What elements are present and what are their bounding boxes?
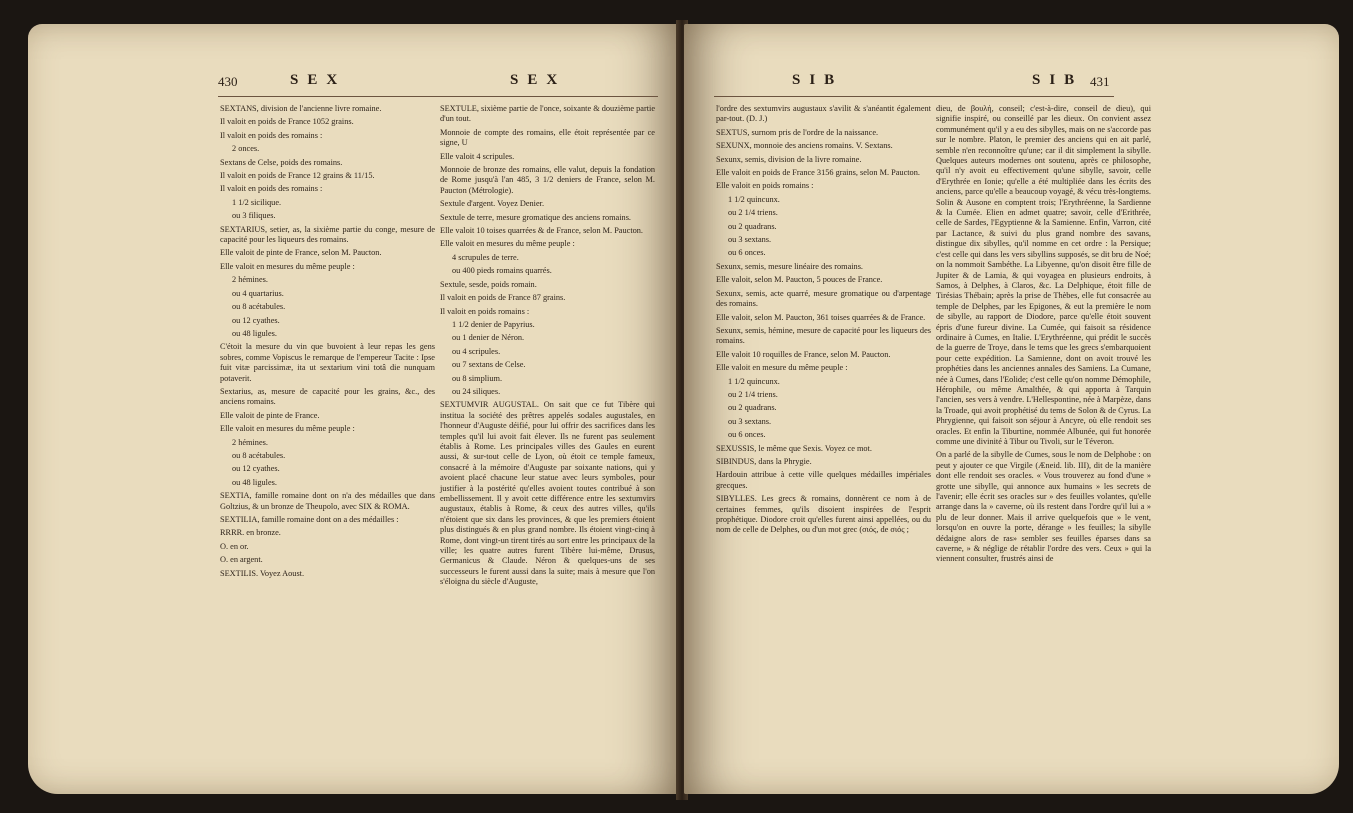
text-line: 2 onces. xyxy=(232,144,260,154)
running-header-left: SIB xyxy=(792,72,844,88)
text-line: SEXTIA, famille romaine dont on n'a des médailles que dans Goltzius, & un bronze de Theupolo, avec SIX & ROMA. xyxy=(220,491,435,511)
text-line: ou 8 acétabules. xyxy=(232,302,286,312)
text-column-2 xyxy=(440,104,655,591)
header-rule xyxy=(714,96,1114,97)
page-number: 430 xyxy=(218,74,238,89)
text-line: Elle valoit, selon M. Paucton, 361 toises quarrées & de France. xyxy=(716,312,926,322)
text-line: ou 3 filiques. xyxy=(232,211,276,221)
text-line: 1 1/2 quincunx. xyxy=(728,194,780,204)
text-line: SEXTILIA, famille romaine dont on a des médailles : xyxy=(220,515,399,524)
text-line: ou 24 siliques. xyxy=(452,386,501,396)
text-column-1 xyxy=(716,104,931,539)
text-line: Elle valoit 4 scripules. xyxy=(440,151,515,161)
text-line: ou 6 onces. xyxy=(728,248,766,258)
right-page xyxy=(684,24,1339,794)
text-line: 2 hémines. xyxy=(232,275,268,285)
text-line: Elle valoit en mesures du même peuple : xyxy=(220,424,355,434)
text-line: 4 scrupules de terre. xyxy=(452,252,519,262)
text-line: Elle valoit de pinte de France, selon M. Paucton. xyxy=(220,248,382,258)
text-line: Hardouin attribue à cette ville quelques médailles impériales grecques. xyxy=(716,470,931,490)
running-header-left: SEX xyxy=(290,72,347,88)
text-line: Sexunx, semis, mesure linéaire des romains. xyxy=(716,261,864,271)
text-line: Sextule de terre, mesure gromatique des anciens romains. xyxy=(440,212,631,222)
running-header-right: SIB xyxy=(1032,72,1084,88)
text-line: ou 2 quadrans. xyxy=(728,221,777,231)
text-line: Elle valoit 10 toises quarrées & de France, selon M. Paucton. xyxy=(440,226,643,236)
text-line: Elle valoit en poids romains : xyxy=(716,181,814,191)
text-line: ou 3 sextans. xyxy=(728,235,772,245)
text-line: ou 2 1/4 triens. xyxy=(728,389,778,399)
text-line: Il valoit en poids de France 87 grains. xyxy=(440,293,566,303)
text-line: Sexunx, semis, division de la livre romaine. xyxy=(716,154,862,164)
text-line: SEXUSSIS, le même que Sexis. Voyez ce mot. xyxy=(716,443,872,453)
text-line: Sexunx, semis, acte quarré, mesure gromatique ou d'arpentage des romains. xyxy=(716,288,931,309)
text-line: Sexunx, semis, hémine, mesure de capacité pour les liqueurs des romains. xyxy=(716,325,931,346)
text-line: SEXTUS, surnom pris de l'ordre de la naissance. xyxy=(716,127,879,137)
text-line: SEXTULE, sixième partie de l'once, soixante & douzième partie d'un tout. xyxy=(440,104,655,124)
text-line: ou 48 ligules. xyxy=(232,328,277,338)
left-page xyxy=(28,24,680,794)
text-line: ou 12 cyathes. xyxy=(232,315,280,325)
text-line: ou 3 sextans. xyxy=(728,416,772,426)
text-line: Elle valoit de pinte de France. xyxy=(220,410,320,420)
text-line: Sextule, sesde, poids romain. xyxy=(440,279,537,289)
text-column-1 xyxy=(220,104,435,582)
text-line: O. en or. xyxy=(220,541,249,551)
text-line: SIBYLLES. Les grecs & romains, donnèrent ce nom à de certaines femmes, qu'ils disoient inspirées de l'esprit prophétique. Diodore croit qu'elles furent ainsi appellées, ou du nom de celle de Delphes, ou d'un mot grec (σιός, de σιός ; xyxy=(716,494,931,535)
text-line: Elle valoit en poids de France 3156 grains, selon M. Paucton. xyxy=(716,168,920,178)
text-line: SIBINDUS, dans la Phrygie. xyxy=(716,456,812,466)
text-line: 2 hémines. xyxy=(232,437,268,447)
text-line: 1 1/2 denier de Papyrius. xyxy=(452,319,535,329)
text-line: Elle valoit 10 roquilles de France, selon M. Paucton. xyxy=(716,349,891,359)
text-line: SEXUNX, monnoie des anciens romains. V. Sextans. xyxy=(716,141,893,151)
text-line: On a parlé de la sibylle de Cumes, sous le nom de Delphobe : on peut y ajouter ce que Virgile (Æneid. lib. III), dit de la manière dont elle rendoit ses oracles. « Vous trouverez au fond d'une » grotte une sibylle, qui annonce aux humains » les secrets de l'avenir; elle écrit ses oracles sur » des feuilles volantes, qu'elle arrange dans la » caverne, où ils restent dans l'ordre qu'il lui a » plu de leur donner. Mais il arrive quelquefois que » le vent, lorsqu'on en ouvre la porte, dérange » les feuilles; la sibylle dédaigne alors de ras» sembler ses feuilles éparses dans sa caverne, » & néglige de rétablir l'ordre des vers. Ceux » qui la viennent consulter, frustrés ainsi de xyxy=(936,450,1151,564)
text-line: Elle valoit en mesures du même peuple : xyxy=(220,261,355,271)
text-line: l'ordre des sextumvirs augustaux s'avilit & s'anéantit également par-tout. (D. J.) xyxy=(716,104,931,124)
text-line: Monnoie de compte des romains, elle étoit représentée par ce signe, U xyxy=(440,127,655,148)
text-line: Elle valoit en mesure du même peuple : xyxy=(716,363,848,373)
header-rule xyxy=(218,96,658,97)
text-line: Sextule d'argent. Voyez Denier. xyxy=(440,199,545,209)
text-column-2 xyxy=(936,104,1151,568)
text-line: ou 4 quartarius. xyxy=(232,288,284,298)
text-line: ou 8 simplium. xyxy=(452,373,503,383)
text-line: ou 2 quadrans. xyxy=(728,403,777,413)
text-line: SEXTANS, division de l'ancienne livre romaine. xyxy=(220,104,382,113)
text-line: ou 400 pieds romains quarrés. xyxy=(452,266,552,276)
text-line: ou 1 denier de Néron. xyxy=(452,333,525,343)
text-line: SEXTARIUS, setier, as, la sixième partie du conge, mesure de capacité pour les liqueurs des romains. xyxy=(220,224,435,245)
text-line: ou 2 1/4 triens. xyxy=(728,208,778,218)
text-line: ou 48 ligules. xyxy=(232,477,277,487)
text-line: ou 6 onces. xyxy=(728,430,766,440)
text-line: Monnoie de bronze des romains, elle valut, depuis la fondation de Rome jusqu'à l'an 485, 3 1/2 deniers de France, selon M. Paucton (Métrologie). xyxy=(440,165,655,195)
text-line: SEXTUMVIR AUGUSTAL. On sait que ce fut Tibère qui institua la société des prêtres appelés sodales augustales, en l'honneur d'Auguste déifié, pour lui offrir des sacrifices dans les temples qu'il lui avoit fait élever. Ils ne furent pas seulement établis à Rome. Les principales villes des Gaules en eurent aussi, & sur-tout celle de Lyon, où étoit ce temple fameux, consacré à la mémoire d'Auguste par soixante nations, qui y avoient placé chacune leur statue avec leurs symboles, pour justifier à la postérité qu'elles avoient toutes contribué à son embellissement. Il y avoit cette différence entre les sextumvirs augustaux, établis à Rome, & ceux des autres villes, qu'ils n'étoient que six dans les provinces, & que les premiers étoient plus distingués & en plus grand nombre. Ils étoient vingt-cinq à Rome, dont vingt-un tirent tirés au sort entre les principaux de la ville; les quatre autres furent Tibère lui-même, Drusus, Germanicus & Claude. Néron & quelques-uns de ses successeurs le furent aussi dans la suite; mais à mesure que l'on s'éloigna du siècle d'Auguste, xyxy=(440,400,655,587)
running-header-right: SEX xyxy=(510,72,567,88)
text-line: Sextans de Celse, poids des romains. xyxy=(220,157,343,167)
text-line: Il valoit en poids de France 12 grains & 11/15. xyxy=(220,171,375,181)
text-line: SEXTILIS. Voyez Aoust. xyxy=(220,568,305,578)
text-line: Elle valoit en mesures du même peuple : xyxy=(440,239,575,249)
text-line: 1 1/2 quincunx. xyxy=(728,376,780,386)
text-line: ou 12 cyathes. xyxy=(232,464,280,474)
text-line: ou 7 sextans de Celse. xyxy=(452,360,526,370)
text-line: C'étoit la mesure du vin que buvoient à leur repas les gens sobres, comme Vopiscus le remarque de l'empereur Tacite : Ipse fuit vitæ parcissimæ, ita ut sextarium vini totâ die nunquam potaverit. xyxy=(220,342,435,383)
text-line: Elle valoit, selon M. Paucton, 5 pouces de France. xyxy=(716,275,883,285)
text-line: Il valoit en poids des romains : xyxy=(220,184,323,194)
text-line: ou 8 acétabules. xyxy=(232,450,286,460)
text-line: ou 4 scripules. xyxy=(452,346,501,356)
text-line: Il valoit en poids des romains : xyxy=(220,130,323,140)
text-line: RRRR. en bronze. xyxy=(220,528,281,538)
text-line: dieu, de βουλή, conseil; c'est-à-dire, conseil de dieu), qui signifie inspiré, ou conseillé par les dieux. On convient assez communément qu'il y a eu des sibylles, mais on ne s'accorde pas sur le nombre. Platon, le premier des anciens qui en ait parlé, semble n'en reconnoître qu'une; car il dit simplement la sibylle. Quelques auteurs modernes ont soutenu, après ce philosophe, qu'il n'y avoit eu effectivement qu'une sibylle, savoir, celle d'Erythrée en Ionie; qu'elle a été multipliée dans les écrits des anciens, parce qu'elle a beaucoup voyagé, & vécu très-longtems. Solin & Ausone en comptent trois; l'Erythréenne, la Sardienne & la Cumée. Elien en admet quatre; savoir, celle d'Erithrée, celle de Sardes, l'Egyptienne & la Samienne. Enfin, Varron, cité par Lactance, & suivi du plus grand nombre des savans, distingue dix sibylles, qu'il nomme en cet ordre : la Persique; c'est celle qui dans les vers sibyllins supposés, se dit bru de Noé; on la nommoit Sambéthe. La Libyenne, qu'on disoit être fille de Jupiter & de Lamia, & qui voyagea en plusieurs endroits, à Samos, à Delphes, à Claros, &c. La Delphique, étoit fille de Tirésias Thébain; après la prise de Thèbes, elle fut consacrée au temple de Delphes, par les Epigones, & eut la première le nom de sibylle, au rapport de Diodore, parce qu'elle étoit souvent épris d'une fureur divine. La Cumée, qui faisoit sa résidence ordinaire à Cumes, en Italie. L'Erythréenne, qui prédit le succès de la guerre de Troye, dans le tems que les grecs s'embarquoient pour cette expédition. La Samienne, dont on avoit trouvé les prophéties dans les anciennes annales des Samiens. La Cumane, née à Cumes, dans l'Eolide; c'est celle qu'on nomme Démophile, Hérophile, ou même Amalthée, & qui apporta à Tarquin l'ancien, ses vers à vendre. L'Hellespontine, née à Marpèze, dans la Troade, qui avoit prophétisé du tems de Solon & de Cyrus. La Phrygienne, qui faisoit son séjour à Ancyre, où elle rendoit ses oracles. Et enfin la Tiburtine, nommée Albunée, qui fut honorée comme une divinité à Tibur ou Tivoli, sur le Téveron. xyxy=(936,104,1151,446)
text-line: Sextarius, as, mesure de capacité pour les grains, &c., des anciens romains. xyxy=(220,386,435,407)
text-line: 1 1/2 sicilique. xyxy=(232,197,282,207)
text-line: Il valoit en poids romains : xyxy=(440,306,530,316)
text-line: Il valoit en poids de France 1052 grains. xyxy=(220,117,354,127)
text-line: O. en argent. xyxy=(220,555,263,565)
page-number: 431 xyxy=(1090,74,1110,89)
